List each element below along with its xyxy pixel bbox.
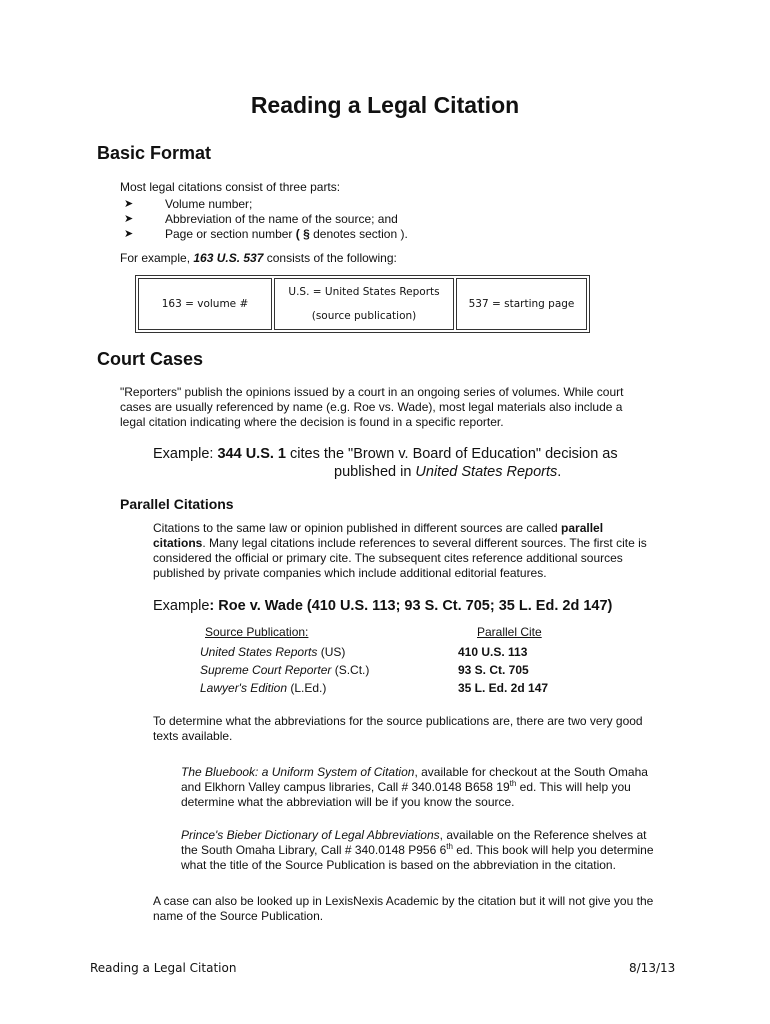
footer-title: Reading a Legal Citation	[90, 961, 237, 975]
source-cell: U.S. = United States Reports (source publication)	[274, 278, 454, 330]
basic-format-intro: Most legal citations consist of three parts:	[120, 180, 341, 194]
parallel-cite-header: Parallel Cite	[477, 625, 542, 639]
table-row: Lawyer's Edition (L.Ed.)	[200, 681, 327, 695]
arrow-bullet-icon: ➤	[124, 198, 134, 210]
arrow-bullet-icon: ➤	[124, 213, 134, 225]
list-item	[124, 212, 408, 227]
parallel-citations-heading: Parallel Citations	[120, 496, 234, 512]
volume-cell: 163 = volume #	[138, 278, 272, 330]
parallel-paragraph: Citations to the same law or opinion published in different sources are called parallel citations. Many legal citations include references to several different sources. The first cite is considered the official or primary cite. The subsequent cites reference additional sources published by private companies which include additional editorial features.	[153, 521, 647, 580]
source-publication-header: Source Publication:	[205, 625, 309, 639]
court-cases-heading: Court Cases	[97, 349, 204, 369]
arrow-bullet-icon: ➤	[124, 228, 134, 240]
source-column	[200, 643, 369, 697]
page-cell: 537 = starting page	[456, 278, 587, 330]
parts-list	[124, 197, 408, 242]
prince-paragraph: Prince's Bieber Dictionary of Legal Abbreviations, available on the Reference shelves at the South Omaha Library, Call # 340.0148 P956 6th ed. This book will help you determine what the title of the Source Publication is based on the abbreviation in the citation.	[181, 828, 654, 872]
footer-date: 8/13/13	[629, 961, 676, 975]
for-example-line: For example, 163 U.S. 537 consists of the following:	[120, 251, 397, 265]
list-item-text: Page or section number ( § denotes section ).	[165, 227, 408, 241]
court-cases-paragraph: "Reporters" publish the opinions issued by a court in an ongoing series of volumes. While court cases are usually referenced by name (e.g. Roe vs. Wade), most legal materials also include a legal citation indicating where the decision is found in a specific reporter.	[120, 385, 624, 429]
list-item	[124, 227, 408, 242]
roe-example: Example: Roe v. Wade (410 U.S. 113; 93 S. Ct. 705; 35 L. Ed. 2d 147)	[153, 598, 613, 614]
table-row: Supreme Court Reporter (S.Ct.)	[200, 663, 370, 677]
brown-example-line1: Example: 344 U.S. 1 cites the "Brown v. Board of Education" decision as	[153, 446, 618, 462]
list-item	[124, 197, 408, 212]
lexisnexis-paragraph: A case can also be looked up in LexisNexis Academic by the citation but it will not give you the name of the Source Publication.	[153, 894, 654, 923]
list-item-text: Abbreviation of the name of the source; and	[165, 212, 398, 226]
table-row: United States Reports (US)	[200, 645, 346, 659]
page-title: Reading a Legal Citation	[250, 92, 520, 118]
basic-format-heading: Basic Format	[97, 143, 212, 163]
brown-example-line2: published in United States Reports.	[334, 464, 562, 480]
parallel-cite-column: 410 U.S. 113 93 S. Ct. 705 35 L. Ed. 2d 147	[458, 645, 549, 695]
list-item-text: Volume number;	[165, 197, 253, 211]
citation-breakdown-table	[135, 275, 590, 333]
determine-paragraph: To determine what the abbreviations for the source publications are, there are two very good texts available.	[153, 714, 643, 743]
bluebook-paragraph: The Bluebook: a Uniform System of Citation, available for checkout at the South Omaha and Elkhorn Valley campus libraries, Call # 340.0148 B658 19th ed. This will help you determine what the abbreviation will be if you know the source.	[181, 765, 648, 809]
